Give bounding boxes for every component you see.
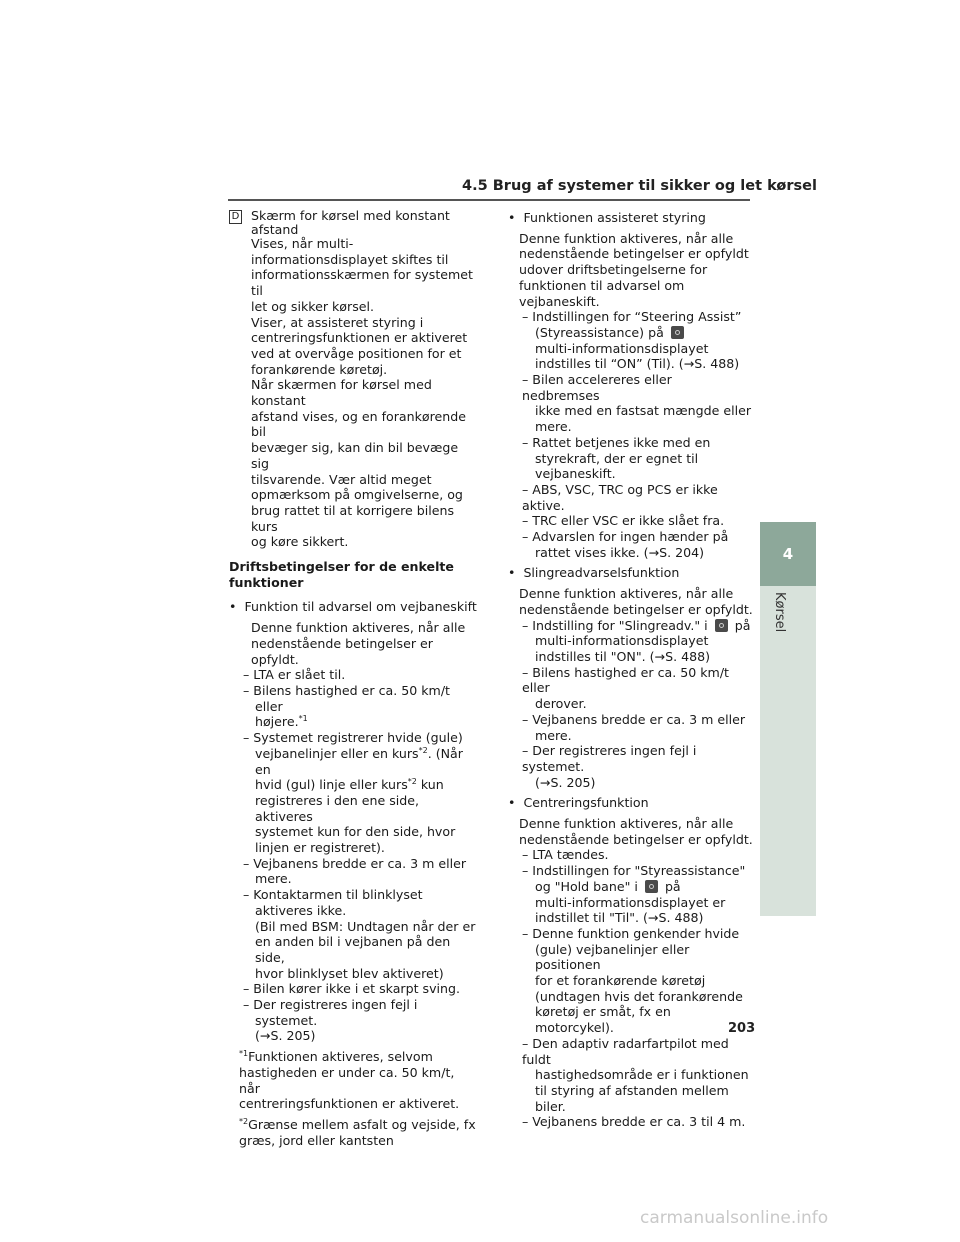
- condition-item: – Vejbanens bredde er ca. 3 m eller: [243, 855, 467, 871]
- footnote-ref: *1: [298, 714, 308, 724]
- condition-text: på: [664, 878, 681, 894]
- section-heading: funktioner: [229, 574, 304, 590]
- footnote: græs, jord eller kantsten: [239, 1132, 394, 1148]
- condition-item: multi-informationsdisplayet: [535, 340, 709, 356]
- condition-item: [508, 618, 753, 634]
- d-text-line: let og sikker kørsel.: [251, 298, 375, 314]
- bullet-intro: nedenstående betingelser er opfyldt.: [519, 831, 753, 847]
- d-text-line: Viser, at assisteret styring i: [251, 314, 424, 330]
- footnote-mark: *2: [239, 1116, 249, 1126]
- bullet-title: • Funktionen assisteret styring: [508, 210, 706, 225]
- footnote-mark: *1: [239, 1048, 249, 1058]
- condition-item: systemet kun for den side, hvor: [255, 824, 456, 840]
- footnote: [229, 1049, 479, 1065]
- bullet-intro: udover driftsbetingelserne for: [519, 262, 708, 278]
- condition-item: – TRC eller VSC er ikke slået fra.: [522, 513, 725, 529]
- settings-icon: [715, 619, 728, 632]
- condition-item: mere.: [535, 727, 572, 743]
- d-text-line: ved at overvåge positionen for et: [251, 345, 462, 361]
- bullet-title: • Centreringsfunktion: [508, 795, 649, 811]
- condition-text: (Styreassistance) på: [535, 324, 664, 340]
- condition-item: ikke med en fastsat mængde eller: [535, 403, 752, 419]
- condition-item: – Rattet betjenes ikke med en: [522, 434, 711, 450]
- footnote-ref: *2: [407, 777, 417, 787]
- bullet-intro: Denne funktion aktiveres, når alle: [251, 620, 466, 636]
- d-text-line: opmærksom på omgivelserne, og: [251, 487, 463, 503]
- condition-item: registreres i den ene side, aktiveres: [255, 792, 420, 824]
- bullet-intro: nedenstående betingelser er opfyldt: [519, 246, 749, 262]
- section-heading: Driftsbetingelser for de enkelte: [229, 559, 454, 575]
- condition-text: vejbanelinjer eller en kurs: [255, 745, 419, 761]
- condition-item: (Bil med BSM: Undtagen når der er: [255, 918, 476, 934]
- condition-item: rattet vises ikke. (→S. 204): [535, 544, 705, 560]
- footnote: centreringsfunktionen er aktiveret.: [239, 1096, 460, 1112]
- condition-text: – Indstilling for "Slingreadv." i: [522, 617, 708, 633]
- footnote-ref: *2: [418, 745, 428, 755]
- d-text-line: Vises, når multi-: [251, 236, 354, 251]
- condition-item: mere.: [255, 871, 292, 887]
- condition-text: højere.: [255, 714, 299, 730]
- d-text-line: Når skærmen for kørsel med konstant: [251, 377, 432, 409]
- d-text-line: centreringsfunktionen er aktiveret: [251, 330, 468, 346]
- d-text-line: forankørende køretøj.: [251, 361, 388, 377]
- footnote-text: Grænse mellem asfalt og vejside, fx: [248, 1116, 476, 1132]
- condition-item: – Bilen kører ikke i et skarpt sving.: [243, 981, 461, 997]
- condition-item: [229, 777, 479, 793]
- condition-item: hastighedsområde er i funktionen: [535, 1067, 749, 1083]
- chapter-number: 4: [782, 545, 794, 563]
- d-text-line: og køre sikkert.: [251, 534, 349, 550]
- chapter-tab-strip: [760, 586, 816, 916]
- section-header: 4.5 Brug af systemer til sikker og let kørsel: [462, 178, 817, 194]
- page-reference: (→S. 205): [535, 774, 596, 790]
- condition-item: til styring af afstanden mellem biler.: [535, 1082, 729, 1114]
- bullet-intro: funktionen til advarsel om: [519, 277, 685, 293]
- watermark: carmanualsonline.info: [640, 1208, 829, 1228]
- bullet-title-text: Funktion til advarsel om vejbaneskift: [244, 599, 477, 615]
- condition-item: indstillet til "Til". (→S. 488): [535, 910, 704, 926]
- condition-item: vejbaneskift.: [535, 466, 616, 482]
- settings-icon: [645, 880, 658, 893]
- bullet-title-text: Funktionen assisteret styring: [523, 210, 706, 225]
- condition-item: [508, 879, 753, 895]
- condition-item: – Bilens hastighed er ca. 50 km/t eller: [522, 664, 729, 696]
- bullet-intro: vejbaneskift.: [519, 293, 600, 309]
- d-box-label: D: [229, 210, 242, 224]
- footnote: [229, 1117, 479, 1133]
- condition-text: kun: [416, 777, 444, 793]
- header-divider: [228, 199, 750, 201]
- condition-item: derover.: [535, 696, 587, 712]
- d-text-line: informationsdisplayet skiftes til: [251, 251, 449, 267]
- condition-item: – Der registreres ingen fejl i systemet.: [243, 997, 418, 1028]
- condition-item: – ABS, VSC, TRC og PCS er ikke aktive.: [522, 481, 718, 513]
- condition-item: indstilles til "ON". (→S. 488): [535, 648, 711, 664]
- condition-item: (undtagen hvis det forankørende: [535, 988, 743, 1004]
- condition-item: (gule) vejbanelinjer eller positionen: [535, 941, 690, 973]
- left-column: [229, 208, 479, 1148]
- d-text-line: afstand vises, og en forankørende bil: [251, 408, 466, 440]
- condition-item: – Indstillingen for “Steering Assist”: [522, 309, 742, 325]
- bullet-intro: Denne funktion aktiveres, når alle: [519, 586, 734, 602]
- condition-item: mere.: [535, 419, 572, 435]
- condition-item: – LTA tændes.: [522, 847, 609, 863]
- condition-item: [229, 714, 479, 730]
- bullet-intro: Denne funktion aktiveres, når alle: [519, 230, 734, 246]
- bullet-intro: Denne funktion aktiveres, når alle: [519, 816, 734, 832]
- condition-item: multi-informationsdisplayet: [535, 633, 709, 649]
- condition-item: – Advarslen for ingen hænder på: [522, 529, 729, 545]
- condition-item: – LTA er slået til.: [243, 667, 346, 683]
- condition-item: – Bilens hastighed er ca. 50 km/t eller: [243, 682, 450, 714]
- condition-item: – Den adaptiv radarfartpilot med fuldt: [522, 1035, 729, 1067]
- bullet-title-text: Slingreadvarselsfunktion: [523, 565, 680, 581]
- condition-item: køretøj er småt, fx en motorcykel).: [535, 1004, 671, 1036]
- bullet-title-text: Centreringsfunktion: [523, 795, 649, 811]
- condition-text: på: [734, 617, 751, 633]
- d-text-line: brug rattet til at korrigere bilens kurs: [251, 502, 455, 534]
- condition-item: [508, 325, 753, 341]
- bullet-title: • Funktion til advarsel om vejbaneskift: [229, 599, 477, 615]
- page-reference: (→S. 205): [255, 1028, 316, 1044]
- footnote-text: Funktionen aktiveres, selvom: [248, 1049, 433, 1065]
- condition-item: – Denne funktion genkender hvide: [522, 925, 740, 941]
- d-title-line: afstand: [251, 222, 299, 237]
- condition-text: og "Hold bane" i: [535, 878, 638, 894]
- condition-item: aktiveres ikke.: [255, 902, 347, 918]
- condition-item: multi-informationsdisplayet er: [535, 894, 726, 910]
- d-title-line: Skærm for kørsel med konstant: [251, 208, 450, 223]
- d-text-line: tilsvarende. Vær altid meget: [251, 471, 432, 487]
- condition-item: en anden bil i vejbanen på den side,: [255, 934, 451, 965]
- chapter-label: Kørsel: [772, 592, 787, 633]
- condition-item: indstilles til “ON” (Til). (→S. 488): [535, 356, 740, 372]
- bullet-intro: nedenstående betingelser er opfyldt.: [251, 635, 433, 667]
- bullet-title: • Slingreadvarselsfunktion: [508, 565, 680, 581]
- condition-text: . (Når en: [255, 745, 463, 777]
- condition-item: styrekraft, der er egnet til: [535, 450, 699, 466]
- condition-text: hvid (gul) linje eller kurs: [255, 777, 408, 793]
- page-number: 203: [728, 1021, 756, 1036]
- bullet-intro: nedenstående betingelser er opfyldt.: [519, 601, 753, 617]
- condition-item: – Der registreres ingen fejl i systemet.: [522, 743, 697, 774]
- condition-item: hvor blinklyset blev aktiveret): [255, 965, 444, 981]
- condition-item: for et forankørende køretøj: [535, 973, 706, 989]
- d-text-line: bevæger sig, kan din bil bevæge sig: [251, 440, 459, 471]
- condition-item: – Systemet registrerer hvide (gule): [243, 730, 463, 746]
- footnote: hastigheden er under ca. 50 km/t, når: [239, 1064, 455, 1096]
- condition-item: – Indstillingen for "Styreassistance": [522, 863, 746, 879]
- condition-item: [229, 746, 479, 777]
- condition-item: – Vejbanens bredde er ca. 3 til 4 m.: [522, 1114, 746, 1130]
- d-description: [229, 236, 479, 550]
- condition-item: – Kontaktarmen til blinklyset: [243, 887, 423, 903]
- condition-item: – Bilen accelereres eller nedbremses: [522, 372, 672, 403]
- right-column: [508, 210, 756, 1130]
- settings-icon: [671, 326, 684, 339]
- d-text-line: informationsskærmen for systemet til: [251, 267, 473, 299]
- condition-item: – Vejbanens bredde er ca. 3 m eller: [522, 711, 746, 727]
- condition-item: linjen er registreret).: [255, 840, 385, 856]
